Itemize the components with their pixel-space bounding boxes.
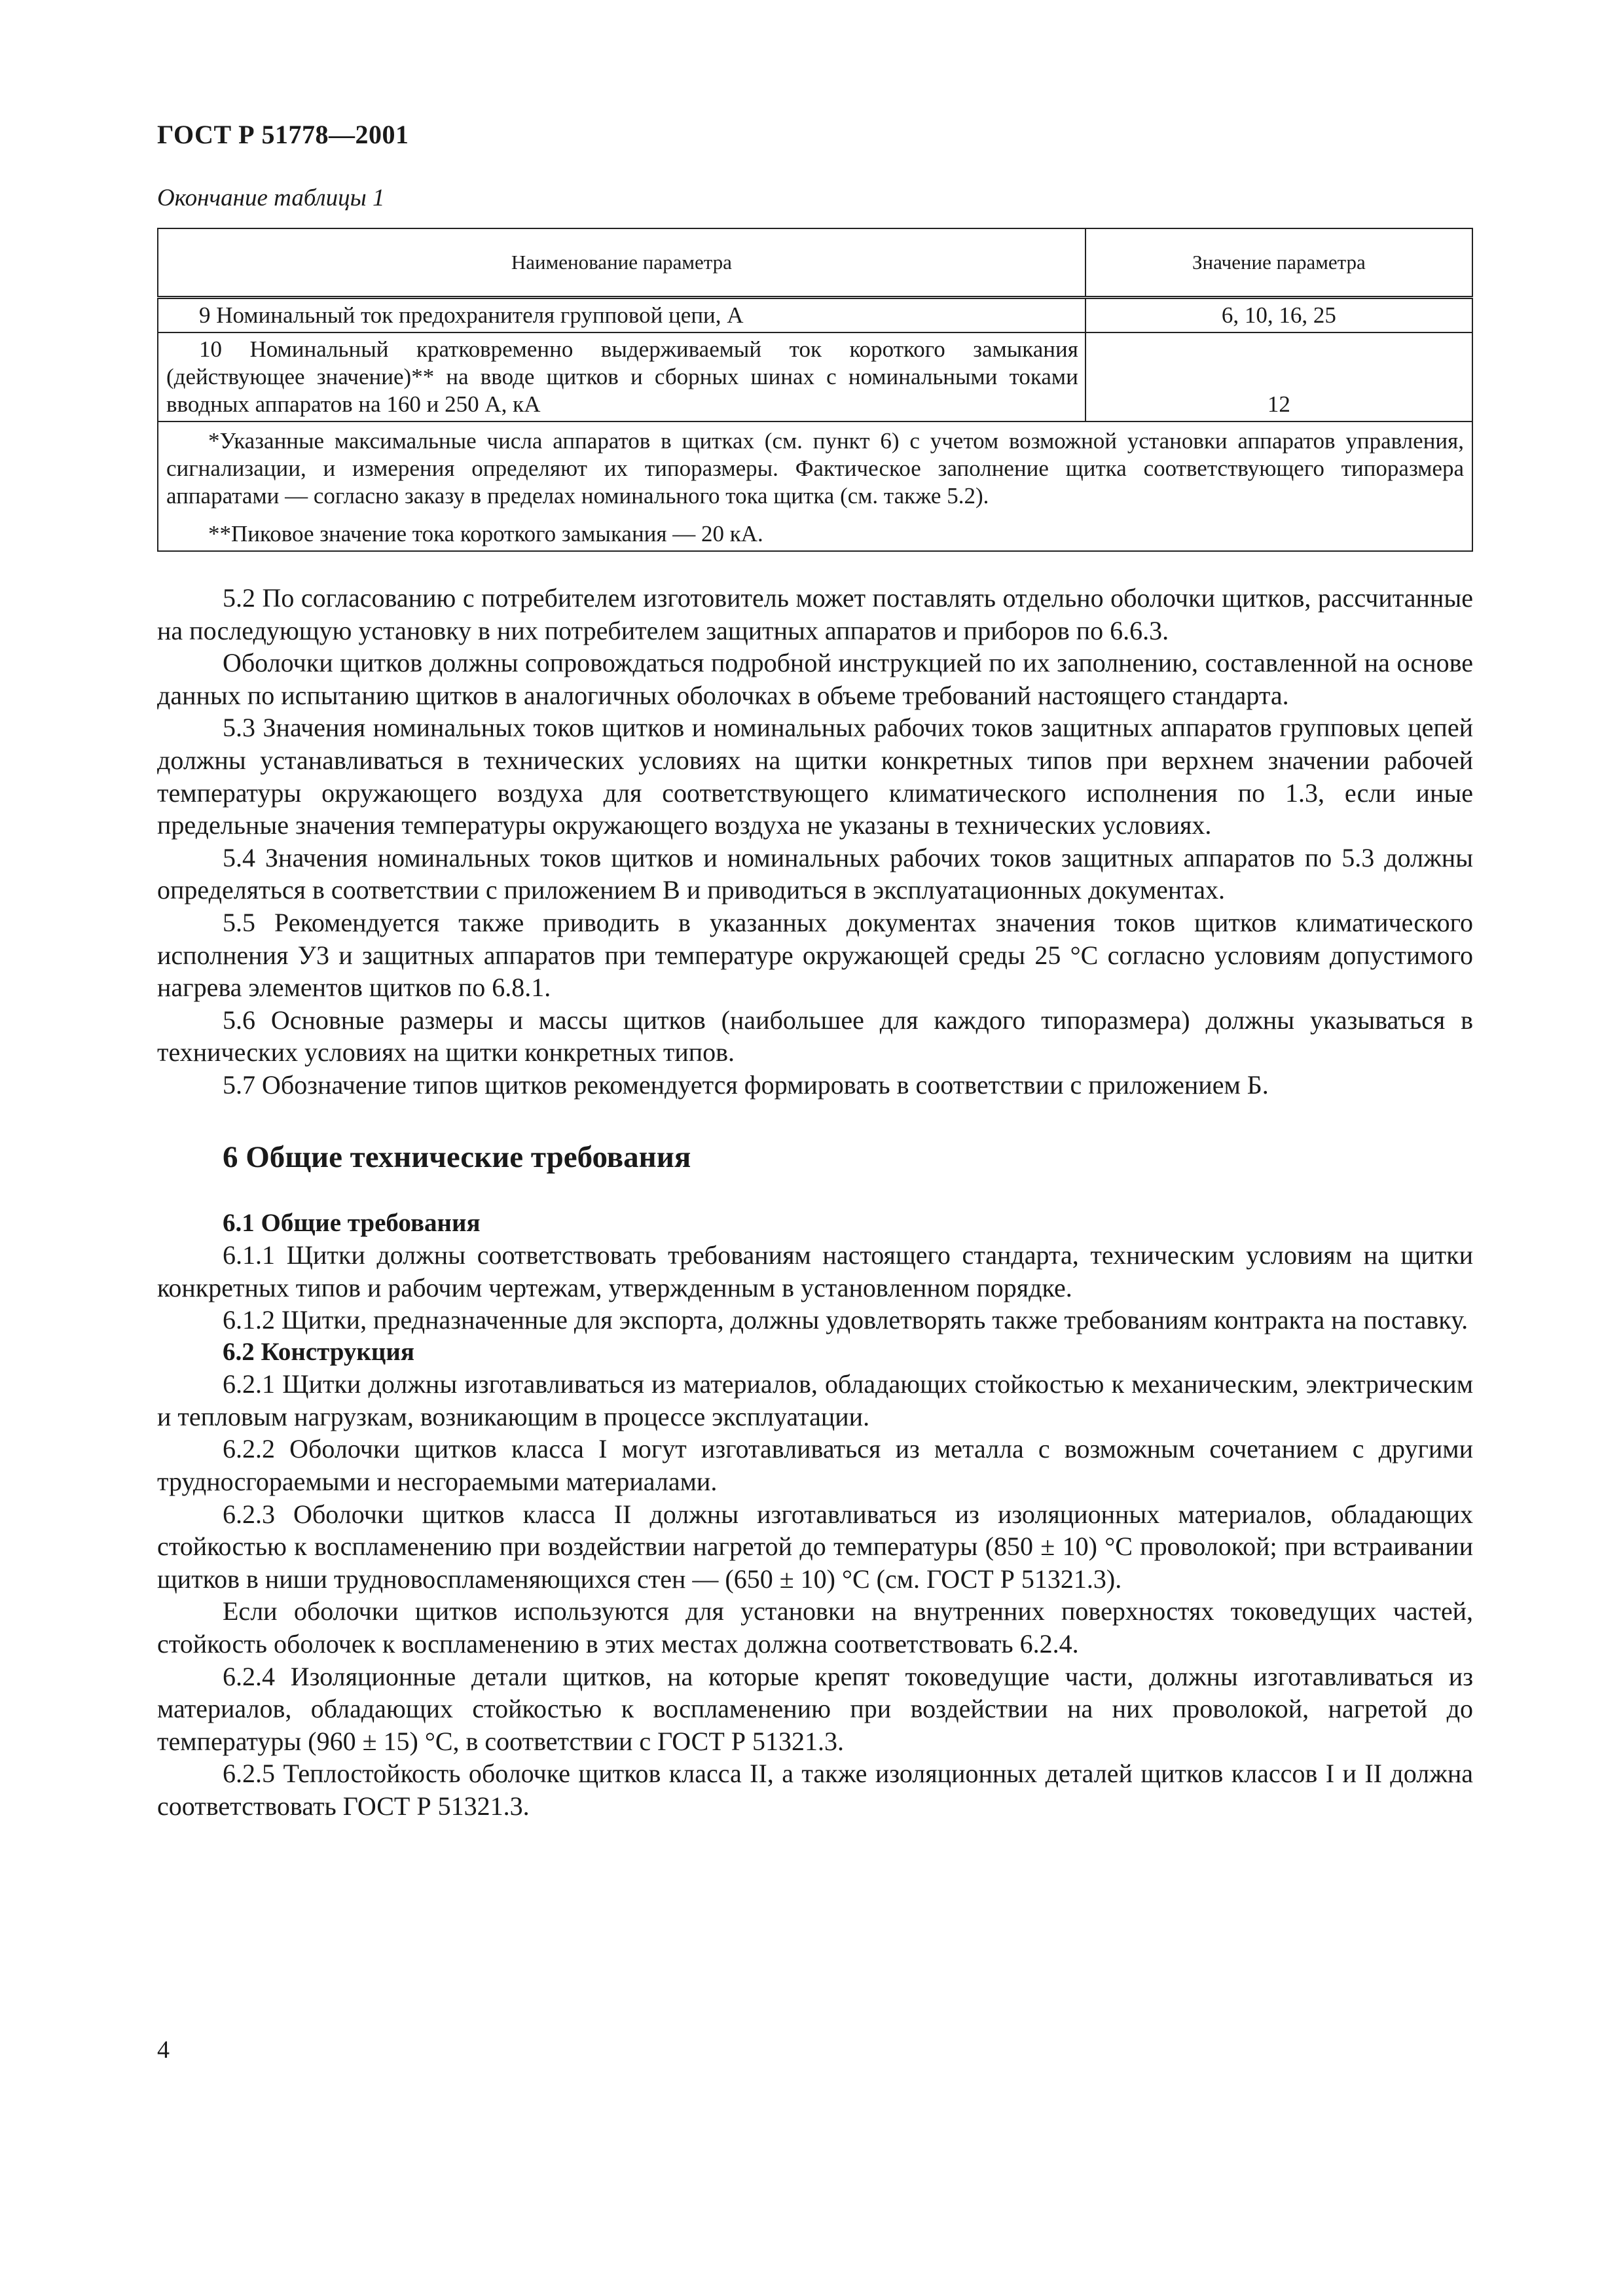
paragraph: 5.2 По согласованию с потребителем изготовитель может поставлять отдельно оболочки щитков, рассчитанные на последующую установку в них потребителем защитных аппаратов и приборов по 6.6.3.: [157, 583, 1473, 645]
paragraph: 5.5 Рекомендуется также приводить в указанных документах значения токов щитков климатического исполнения У3 и защитных аппаратов при температуре окружающей среды 25 °С согласно условиям допустимого нагрева элементов щитков по 6.8.1.: [157, 907, 1473, 1003]
paragraph: 6.1.1 Щитки должны соответствовать требованиям настоящего стандарта, техническим условиям на щитки конкретных типов и рабочим чертежам, утвержденным в установленном порядке.: [157, 1240, 1473, 1302]
row-number: 10: [199, 336, 222, 362]
paragraph: 6.2.2 Оболочки щитков класса I могут изготавливаться из металла с возможным сочетанием с другими трудносгораемыми и несгораемыми материалами.: [157, 1434, 1473, 1497]
row-number: 9: [199, 302, 211, 328]
table-notes-row: [158, 422, 1472, 551]
table-header-row: [158, 228, 1472, 298]
table-cell-value: 6, 10, 16, 25: [1085, 298, 1472, 333]
parameters-table: [157, 228, 1473, 552]
paragraph: 5.7 Обозначение типов щитков рекомендуется формировать в соответствии с приложением Б.: [223, 1069, 1269, 1100]
table-cell-name: [158, 298, 1085, 333]
paragraph: 6.2.4 Изоляционные детали щитков, на которые крепят токоведущие части, должны изготавливаться из материалов, обладающих стойкостью к воспламенению при воздействии на них проволокой, нагретой до температуры (960 ± 15) °С, в соответствии с ГОСТ Р 51321.3.: [157, 1661, 1473, 1756]
table-cell-name: [158, 332, 1085, 422]
section-heading: 6 Общие технические требования: [223, 1139, 691, 1174]
table-cell-value: 12: [1085, 332, 1472, 422]
paragraph: Оболочки щитков должны сопровождаться подробной инструкцией по их заполнению, составленной на основе данных по испытанию щитков в аналогичных оболочках в объеме требований настоящего стандарта.: [157, 648, 1473, 710]
subsection-heading: 6.2 Конструкция: [223, 1337, 414, 1366]
subsection-heading: 6.1 Общие требования: [223, 1208, 481, 1237]
paragraph: 5.3 Значения номинальных токов щитков и номинальных рабочих токов защитных аппаратов групповых цепей должны устанавливаться в технических условиях на щитки конкретных типов при верхнем значении рабочей температуры окружающего воздуха для соответствующего климатического исполнения по 1.3, если иные предельные значения температуры окружающего воздуха не указаны в технических условиях.: [157, 713, 1473, 840]
table-row: [158, 298, 1472, 333]
row-name: Номинальный кратковременно выдерживаемый ток короткого замыкания (действующее значение)** на вводе щитков и сборных шинах с номинальными токами вводных аппаратов на 160 и 250 А, кА: [166, 336, 1078, 417]
table-note: *Указанные максимальные числа аппаратов в щитках (см. пункт 6) с учетом возможной установки аппаратов управления, сигнализации, и измерения определяют их типоразмеры. Фактическое заполнение щитка соответствующего типоразмера аппаратами — согласно заказу в пределах номинального тока щитка (см. также 5.2).: [166, 428, 1464, 509]
page-number: 4: [157, 2036, 170, 2064]
paragraph: Если оболочки щитков используются для установки на внутренних поверхностях токоведущих частей, стойкость оболочек к воспламенению в этих местах должна соответствовать 6.2.4.: [157, 1596, 1473, 1659]
paragraph: 5.6 Основные размеры и массы щитков (наибольшее для каждого типоразмера) должны указываться в технических условиях на щитки конкретных типов.: [157, 1005, 1473, 1067]
column-header-value: Значение параметра: [1085, 228, 1472, 298]
paragraph: 6.1.2 Щитки, предназначенные для экспорта, должны удовлетворять также требованиям контракта на поставку.: [223, 1305, 1468, 1335]
row-name: Номинальный ток предохранителя групповой цепи, А: [216, 302, 744, 328]
document-header: ГОСТ Р 51778—2001: [157, 120, 409, 149]
paragraph: 6.2.3 Оболочки щитков класса II должны изготавливаться из изоляционных материалов, обладающих стойкостью к воспламенению при воздействии нагретой до температуры (850 ± 10) °С проволокой; при встраивании щитков в ниши трудновоспламеняющихся стен — (650 ± 10) °С (см. ГОСТ Р 51321.3).: [157, 1499, 1473, 1594]
column-header-name: Наименование параметра: [158, 228, 1085, 298]
paragraph: 6.2.5 Теплостойкость оболочке щитков класса II, а также изоляционных деталей щитков классов I и II должна соответствовать ГОСТ Р 51321.3.: [157, 1759, 1473, 1821]
table-note: **Пиковое значение тока короткого замыкания — 20 кА.: [208, 521, 763, 547]
paragraph: 6.2.1 Щитки должны изготавливаться из материалов, обладающих стойкостью к механическим, электрическим и тепловым нагрузкам, возникающим в процессе эксплуатации.: [157, 1369, 1473, 1431]
table-row: [158, 332, 1472, 422]
document-body: [157, 582, 1473, 1823]
table-caption: Окончание таблицы 1: [157, 185, 385, 211]
table-notes: [158, 422, 1472, 551]
paragraph: 5.4 Значения номинальных токов щитков и номинальных рабочих токов защитных аппаратов по 5.3 должны определяться в соответствии с приложением В и приводиться в эксплуатационных документах.: [157, 842, 1473, 905]
document-page: [157, 98, 1473, 1823]
